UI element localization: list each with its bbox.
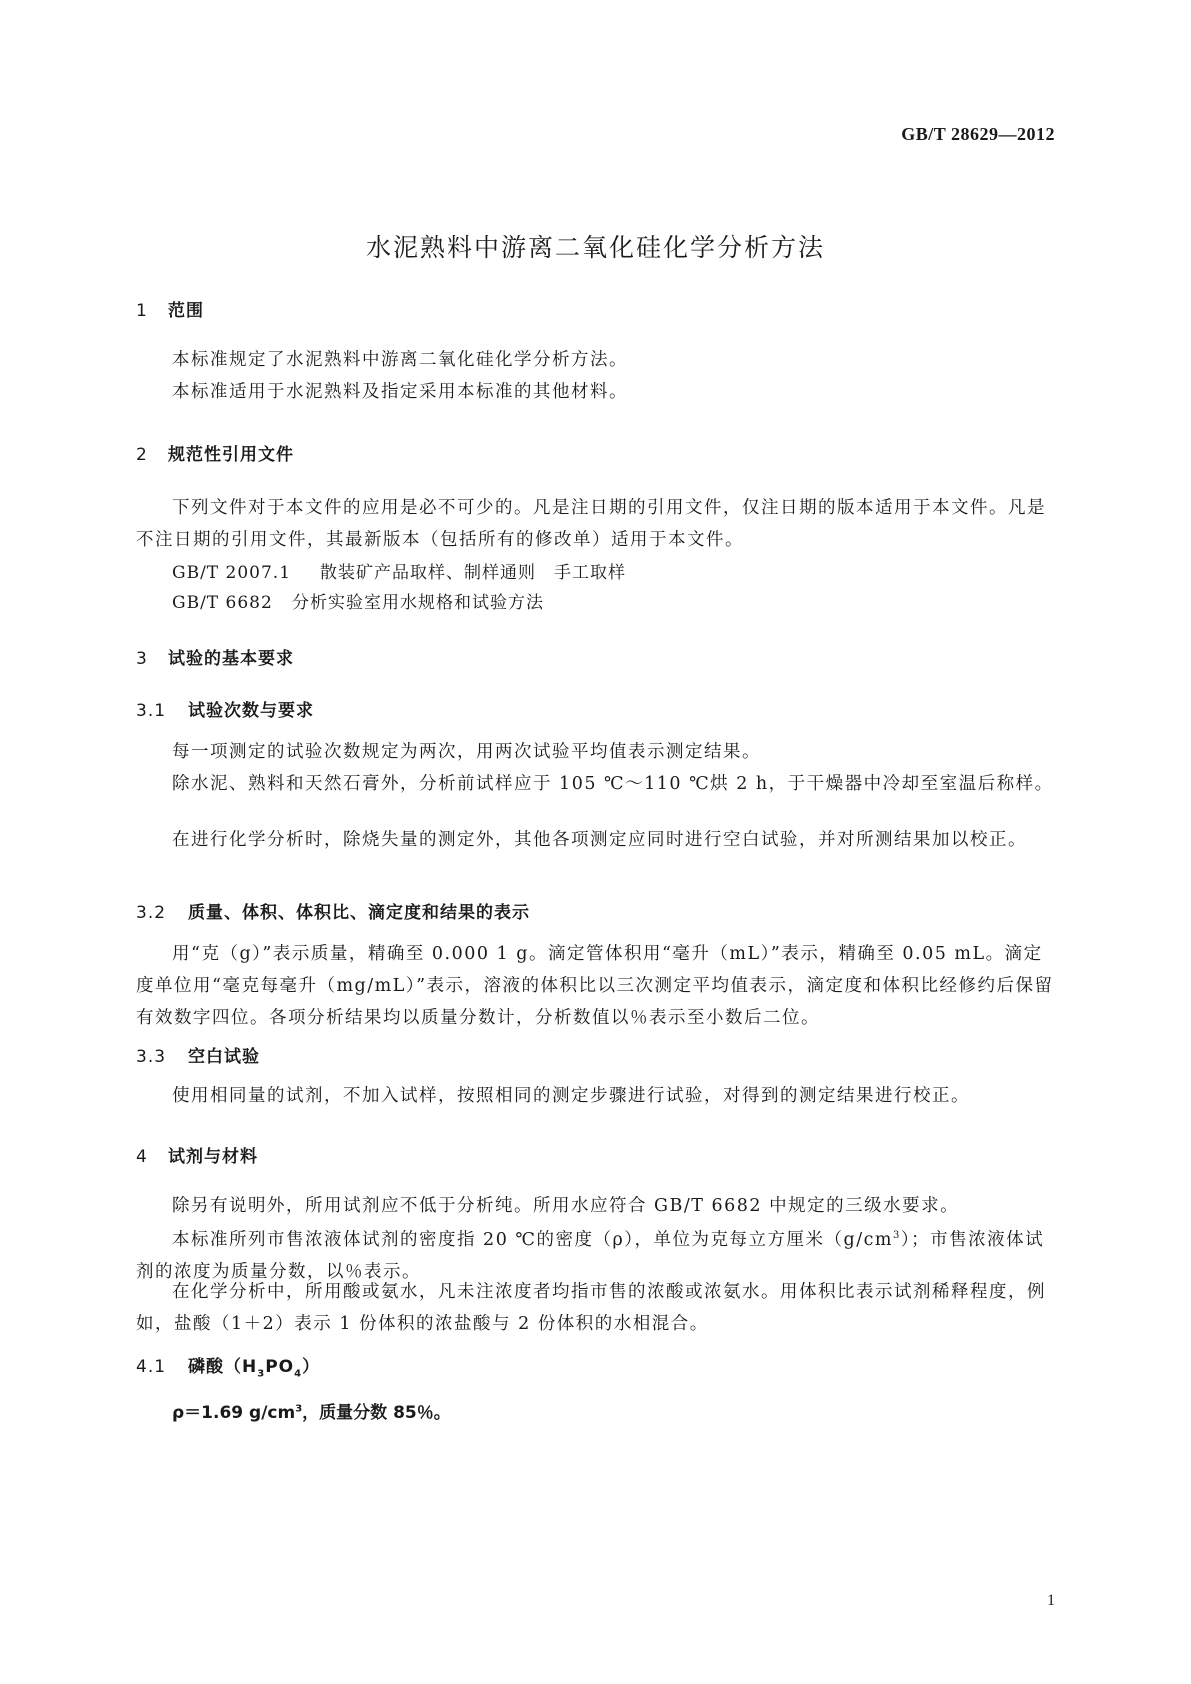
section-2-heading [136, 440, 294, 465]
paragraph: 在进行化学分析时，除烧失量的测定外，其他各项测定应同时进行空白试验，并对所测结果加以校正。 [172, 830, 1027, 850]
standard-code: GB/T 28629—2012 [901, 124, 1055, 144]
subsection-3-1-heading [136, 696, 314, 721]
subsection-number: 3.3 [136, 1047, 167, 1067]
formula-text: ，质量分数 85％。 [302, 1403, 451, 1423]
section-number: 4 [136, 1147, 148, 1167]
reference-code: GB/T 2007.1 [172, 563, 292, 583]
section-number: 2 [136, 445, 148, 465]
section-3-heading [136, 644, 294, 669]
subsection-number: 4.1 [136, 1357, 167, 1377]
subsection-title [188, 1357, 321, 1380]
section-1-heading [136, 296, 204, 321]
paragraph: 用“克（g）”表示质量，精确至 0.000 1 g。滴定管体积用“毫升（mL）”表示，精确至 0.05 mL。滴定度单位用“毫克每毫升（mg/mL）”表示，溶液的体积比以三次测定平均值表示，滴定度和体积比经修约后保留有效数字四位。各项分析结果均以质量分数计，分析数值以％表示至小数后二位。 [136, 944, 1054, 1028]
paragraph: 除另有说明外，所用试剂应不低于分析纯。所用水应符合 GB/T 6682 中规定的三级水要求。 [172, 1196, 960, 1216]
section-title: 规范性引用文件 [168, 445, 294, 465]
subsection-title: 空白试验 [188, 1047, 260, 1067]
page-number: 1 [1047, 1592, 1055, 1609]
section-title: 试验的基本要求 [168, 649, 294, 669]
title-part: ） [302, 1357, 321, 1377]
section-title: 试剂与材料 [168, 1147, 258, 1167]
paragraph: 在化学分析中，所用酸或氨水，凡未注浓度者均指市售的浓酸或浓氨水。用体积比表示试剂稀释程度，例如，盐酸（1＋2）表示 1 份体积的浓盐酸与 2 份体积的水相混合。 [136, 1282, 1046, 1334]
formula-text: ρ＝1.69 g/cm [172, 1403, 296, 1423]
paragraph-text: 本标准所列市售浓液体试剂的密度指 20 ℃的密度（ρ），单位为克每立方厘米（g/cm [172, 1229, 893, 1250]
document-title: 水泥熟料中游离二氧化硅化学分析方法 [365, 233, 825, 262]
superscript: 3 [295, 1403, 303, 1415]
paragraph: 本标准适用于水泥熟料及指定采用本标准的其他材料。 [172, 382, 628, 402]
paragraph: 每一项测定的试验次数规定为两次，用两次试验平均值表示测定结果。 [172, 742, 761, 762]
subsection-3-2-heading [136, 898, 530, 923]
paragraph: 下列文件对于本文件的应用是必不可少的。凡是注日期的引用文件，仅注日期的版本适用于本文件。凡是不注日期的引用文件，其最新版本（包括所有的修改单）适用于本文件。 [136, 498, 1046, 550]
formula [172, 1398, 451, 1423]
reference-item [172, 558, 626, 583]
subsection-number: 3.1 [136, 701, 167, 721]
title-part: 磷酸（H [188, 1357, 258, 1377]
subsection-3-3-heading [136, 1042, 260, 1067]
section-number: 3 [136, 649, 148, 669]
subscript: 4 [294, 1368, 303, 1380]
section-title: 范围 [168, 301, 204, 321]
paragraph: 本标准规定了水泥熟料中游离二氧化硅化学分析方法。 [172, 350, 628, 370]
subsection-title: 质量、体积、体积比、滴定度和结果的表示 [188, 903, 530, 923]
paragraph: 除水泥、熟料和天然石膏外，分析前试样应于 105 ℃～110 ℃烘 2 h，于干燥器中冷却至室温后称样。 [172, 774, 1054, 794]
paragraph-text: ）；市售浓液体试剂的浓度为质量分数，以％表示。 [136, 1229, 1045, 1282]
subsection-4-1-heading [136, 1352, 320, 1379]
superscript: 3 [893, 1230, 901, 1241]
section-number: 1 [136, 301, 148, 321]
reference-code: GB/T 6682 [172, 593, 273, 613]
reference-item [172, 588, 544, 613]
reference-title: 散装矿产品取样、制样通则 手工取样 [320, 563, 626, 583]
subsection-number: 3.2 [136, 903, 167, 923]
subscript: 3 [257, 1368, 266, 1380]
title-part: PO [265, 1357, 295, 1377]
section-4-heading [136, 1142, 258, 1167]
reference-title: 分析实验室用水规格和试验方法 [292, 593, 544, 613]
paragraph: 使用相同量的试剂，不加入试样，按照相同的测定步骤进行试验，对得到的测定结果进行校正。 [172, 1086, 970, 1106]
subsection-title: 试验次数与要求 [188, 701, 314, 721]
